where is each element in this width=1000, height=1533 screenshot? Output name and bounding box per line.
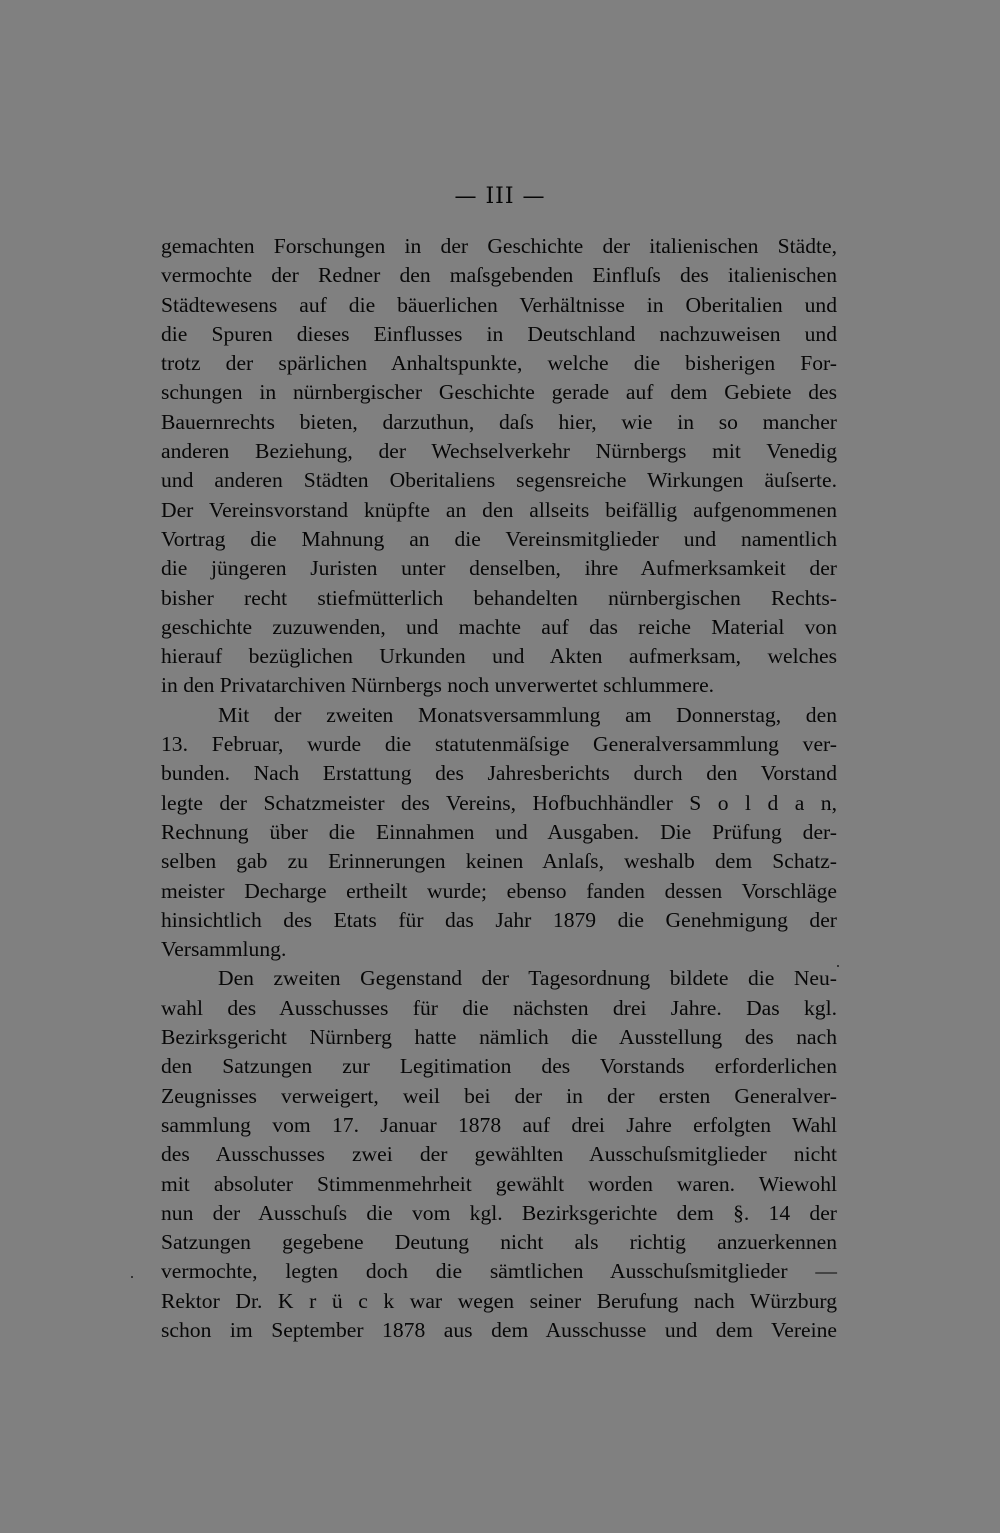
text-line: die Spuren dieses Einflusses in Deutschland nachzuweisen und bbox=[161, 321, 837, 346]
margin-speck bbox=[837, 965, 839, 967]
text-line: selben gab zu Erinnerungen keinen Anlaſs, weshalb dem Schatz- bbox=[161, 849, 837, 874]
text-line: schon im September 1878 aus dem Ausschusse und dem Vereine bbox=[161, 1317, 837, 1342]
text-line: vermochte, legten doch die sämtlichen Ausschuſsmitglieder — bbox=[161, 1259, 837, 1284]
text-line: des Ausschusses zwei der gewählten Ausschuſsmitglieder nicht bbox=[161, 1142, 837, 1167]
text-line: legte der Schatzmeister des Vereins, Hofbuchhändler S o l d a n, bbox=[161, 790, 837, 815]
text-line: anderen Beziehung, der Wechselverkehr Nürnbergs mit Venedig bbox=[161, 439, 837, 464]
text-line: die jüngeren Juristen unter denselben, ihre Aufmerksamkeit der bbox=[161, 556, 837, 581]
text-line: Zeugnisses verweigert, weil bei der in der ersten Generalver- bbox=[161, 1083, 837, 1108]
text-line: geschichte zuzuwenden, und machte auf das reiche Material von bbox=[161, 614, 837, 639]
text-line: 13. Februar, wurde die statutenmäſsige Generalversammlung ver- bbox=[161, 732, 837, 757]
text-line: Bezirksgericht Nürnberg hatte nämlich die Ausstellung des nach bbox=[161, 1025, 837, 1050]
text-line: hierauf bezüglichen Urkunden und Akten aufmerksam, welches bbox=[161, 644, 837, 669]
text-line: Versammlung. bbox=[161, 937, 287, 962]
text-line: hinsichtlich des Etats für das Jahr 1879 die Genehmigung der bbox=[161, 907, 837, 932]
text-line: bunden. Nach Erstattung des Jahresberichts durch den Vorstand bbox=[161, 761, 837, 786]
text-line: nun der Ausschuſs die vom kgl. Bezirksgerichte dem §. 14 der bbox=[161, 1200, 837, 1225]
text-line: schungen in nürnbergischer Geschichte gerade auf dem Gebiete des bbox=[161, 380, 837, 405]
text-line: Rektor Dr. K r ü c k war wegen seiner Berufung nach Würzburg bbox=[161, 1288, 837, 1313]
text-line: bisher recht stiefmütterlich behandelten nürnbergischen Rechts- bbox=[161, 585, 837, 610]
margin-speck bbox=[131, 1276, 133, 1278]
text-line: Mit der zweiten Monatsversammlung am Donnerstag, den bbox=[218, 702, 837, 727]
text-line: Vortrag die Mahnung an die Vereinsmitglieder und namentlich bbox=[161, 526, 837, 551]
text-line: Den zweiten Gegenstand der Tagesordnung bildete die Neu- bbox=[218, 966, 837, 991]
page-number: — III — bbox=[454, 184, 546, 209]
text-line: Der Vereinsvorstand knüpfte an den allseits beifällig aufgenommenen bbox=[161, 497, 837, 522]
text-line: Bauernrechts bieten, darzuthun, daſs hier, wie in so mancher bbox=[161, 409, 837, 434]
text-line: und anderen Städten Oberitaliens segensreiche Wirkungen äuſserte. bbox=[161, 468, 837, 493]
text-line: gemachten Forschungen in der Geschichte der italienischen Städte, bbox=[161, 234, 837, 258]
text-line: Satzungen gegebene Deutung nicht als richtig anzuerkennen bbox=[161, 1230, 837, 1255]
text-line: mit absoluter Stimmenmehrheit gewählt worden waren. Wiewohl bbox=[161, 1171, 837, 1196]
text-line: den Satzungen zur Legitimation des Vorstands erforderlichen bbox=[161, 1054, 837, 1079]
text-line: in den Privatarchiven Nürnbergs noch unverwertet schlummere. bbox=[161, 673, 715, 698]
text-line: trotz der spärlichen Anhaltspunkte, welche die bisherigen For- bbox=[161, 351, 837, 376]
text-line: meister Decharge ertheilt wurde; ebenso fanden dessen Vorschläge bbox=[161, 878, 837, 903]
text-line: sammlung vom 17. Januar 1878 auf drei Jahre erfolgten Wahl bbox=[161, 1112, 837, 1137]
text-line: wahl des Ausschusses für die nächsten drei Jahre. Das kgl. bbox=[161, 995, 837, 1020]
text-line: vermochte der Redner den maſsgebenden Einfluſs des italienischen bbox=[161, 263, 837, 288]
text-line: Städtewesens auf die bäuerlichen Verhältnisse in Oberitalien und bbox=[161, 292, 837, 317]
text-line: Rechnung über die Einnahmen und Ausgaben. Die Prüfung der- bbox=[161, 819, 837, 844]
body-text bbox=[161, 232, 837, 1345]
